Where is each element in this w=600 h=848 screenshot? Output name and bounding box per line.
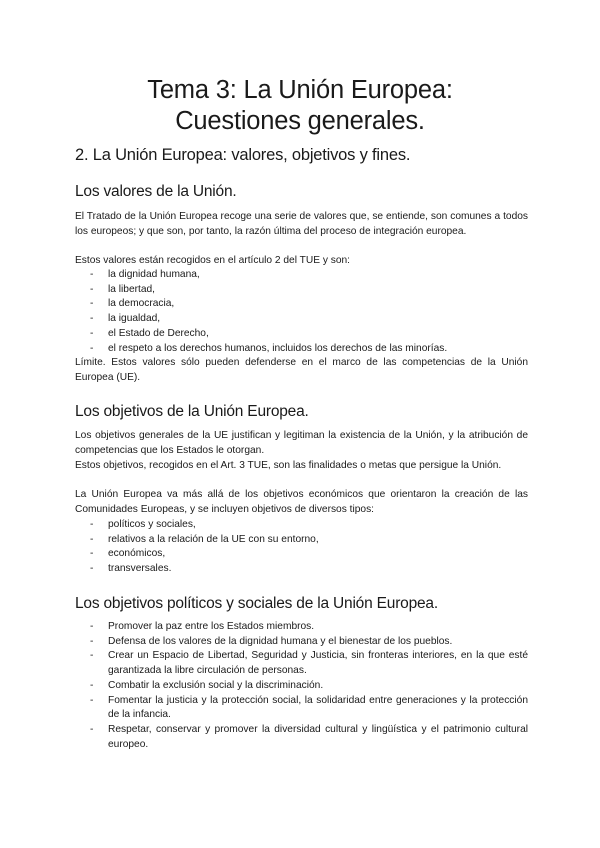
list-item-text: políticos y sociales, (108, 519, 196, 530)
page-title (0, 75, 600, 137)
valores-list (75, 268, 528, 356)
list-item-text: relativos a la relación de la UE con su entorno, (108, 533, 319, 545)
title-line-2: Cuestiones generales. (175, 107, 425, 135)
list-item (75, 694, 528, 723)
objetivos-paragraph-3: La Unión Europea va más allá de los objetivos económicos que orientaron la creación de las Comunidades Europeas, y se incluyen objetivos de diversos tipos: (75, 489, 528, 515)
dash-bullet: - (90, 342, 94, 354)
valores-intro-paragraph: El Tratado de la Unión Europea recoge una serie de valores que, se entiende, son comunes a todos los europeos; y que son, por tanto, la razón última del proceso de integración europea. (75, 211, 528, 237)
list-item-text: la dignidad humana, (108, 269, 200, 280)
dash-bullet: - (90, 650, 94, 662)
list-item (75, 679, 528, 694)
title-line-1: Tema 3: La Unión Europea: (147, 76, 453, 104)
list-item-text: la libertad, (108, 283, 156, 295)
valores-limit-note: Límite. Estos valores sólo pueden defenderse en el marco de las competencias de la Unión Europea (UE). (75, 357, 528, 383)
list-item (75, 283, 528, 298)
page-subtitle: 2. La Unión Europea: valores, objetivos y fines. (75, 146, 411, 164)
list-item (75, 547, 528, 562)
objetivos-paragraph-2: Estos objetivos, recogidos en el Art. 3 TUE, son las finalidades o metas que persigue la Unión. (75, 460, 502, 471)
dash-bullet: - (90, 694, 94, 706)
section-heading-objetivos: Los objetivos de la Unión Europea. (75, 403, 309, 420)
dash-bullet: - (90, 621, 94, 632)
list-item-text: Defensa de los valores de la dignidad humana y el bienestar de los pueblos. (108, 635, 453, 647)
list-item (75, 518, 528, 533)
list-item (75, 327, 528, 342)
objetivos-paragraph-1: Los objetivos generales de la UE justifican y legitiman la existencia de la Unión, y la atribución de competencias que los Estados le otorgan. (75, 430, 528, 456)
list-item-text: la igualdad, (108, 313, 161, 325)
dash-bullet: - (90, 533, 94, 545)
list-item (75, 533, 528, 548)
section-heading-valores: Los valores de la Unión. (75, 183, 237, 200)
valores-lead-paragraph: Estos valores están recogidos en el artículo 2 del TUE y son: (75, 255, 351, 266)
dash-bullet: - (90, 563, 94, 575)
politicos-list (75, 620, 528, 752)
list-item-text: Crear un Espacio de Libertad, Seguridad y Justicia, sin fronteras interiores, en la que esté garantizada la libre circulación de personas. (108, 650, 528, 677)
dash-bullet: - (90, 519, 94, 530)
list-item (75, 723, 528, 752)
dash-bullet: - (90, 283, 94, 295)
dash-bullet: - (90, 679, 94, 691)
list-item-text: el respeto a los derechos humanos, incluidos los derechos de las minorías. (108, 342, 448, 354)
dash-bullet: - (90, 298, 94, 310)
list-item-text: Respetar, conservar y promover la diversidad cultural y lingüística y el patrimonio cultural europeo. (108, 723, 528, 750)
dash-bullet: - (90, 548, 94, 560)
list-item-text: Promover la paz entre los Estados miembros. (108, 621, 315, 632)
list-item (75, 649, 528, 678)
list-item-text: el Estado de Derecho, (108, 327, 209, 339)
list-item-text: Combatir la exclusión social y la discriminación. (108, 679, 324, 691)
list-item (75, 620, 528, 635)
dash-bullet: - (90, 635, 94, 647)
list-item (75, 312, 528, 327)
list-item-text: la democracia, (108, 298, 175, 310)
dash-bullet: - (90, 327, 94, 339)
list-item-text: transversales. (108, 563, 172, 575)
list-item (75, 268, 528, 283)
list-item (75, 297, 528, 312)
list-item (75, 342, 528, 357)
list-item-text: económicos, (108, 548, 166, 560)
dash-bullet: - (90, 313, 94, 325)
list-item (75, 562, 528, 577)
dash-bullet: - (90, 269, 94, 280)
section-heading-politicos: Los objetivos políticos y sociales de la Unión Europea. (75, 595, 438, 612)
list-item (75, 635, 528, 650)
objetivos-list (75, 518, 528, 577)
list-item-text: Fomentar la justicia y la protección social, la solidaridad entre generaciones y la protección de la infancia. (108, 694, 528, 721)
dash-bullet: - (90, 723, 94, 735)
